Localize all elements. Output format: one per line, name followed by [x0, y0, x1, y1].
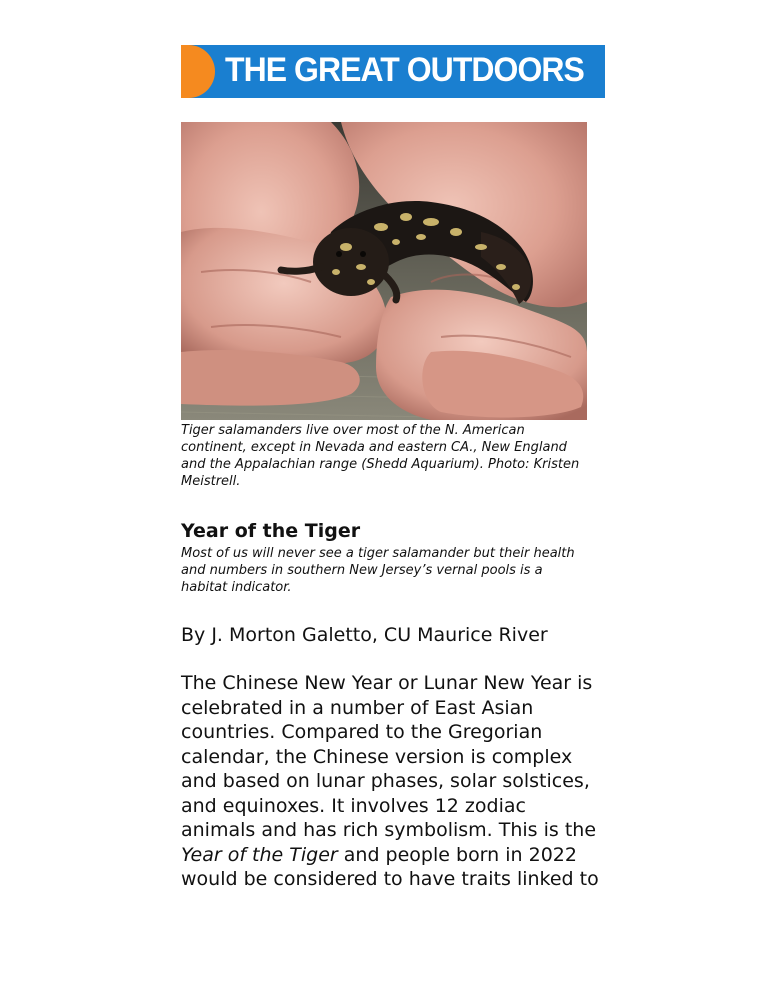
photo-caption: Tiger salamanders live over most of the N. American continent, except in Nevada and eastern CA., New England and the Appalachian range (Shedd Aquarium). Photo: Kristen Meistrell. [181, 423, 580, 489]
body-text-part1: The Chinese New Year or Lunar New Year is celebrated in a number of East Asian countries. Compared to the Gregorian calendar, the Chinese version is complex and based on lunar phases, solar solstices, and equinoxes. It involves 12 zodiac animals and has rich symbolism. This is the [181, 672, 597, 841]
banner-title: THE GREAT OUTDOORS [225, 51, 584, 89]
article-deck: Most of us will never see a tiger salamander but their health and numbers in southern New Jersey’s vernal pools is a habitat indicator. [181, 546, 575, 595]
banner-orange-tab [181, 45, 215, 98]
section-banner [181, 45, 605, 98]
article-body [181, 671, 601, 892]
body-text-emphasis: Year of the Tiger [181, 843, 338, 866]
salamander-photo-illustration [181, 122, 587, 420]
body-text-part2: and people born in 2022 would be considered to have traits linked to [181, 843, 599, 890]
article-headline: Year of the Tiger [181, 520, 361, 542]
salamander-photo [181, 122, 587, 420]
article-byline: By J. Morton Galetto, CU Maurice River [181, 624, 548, 646]
